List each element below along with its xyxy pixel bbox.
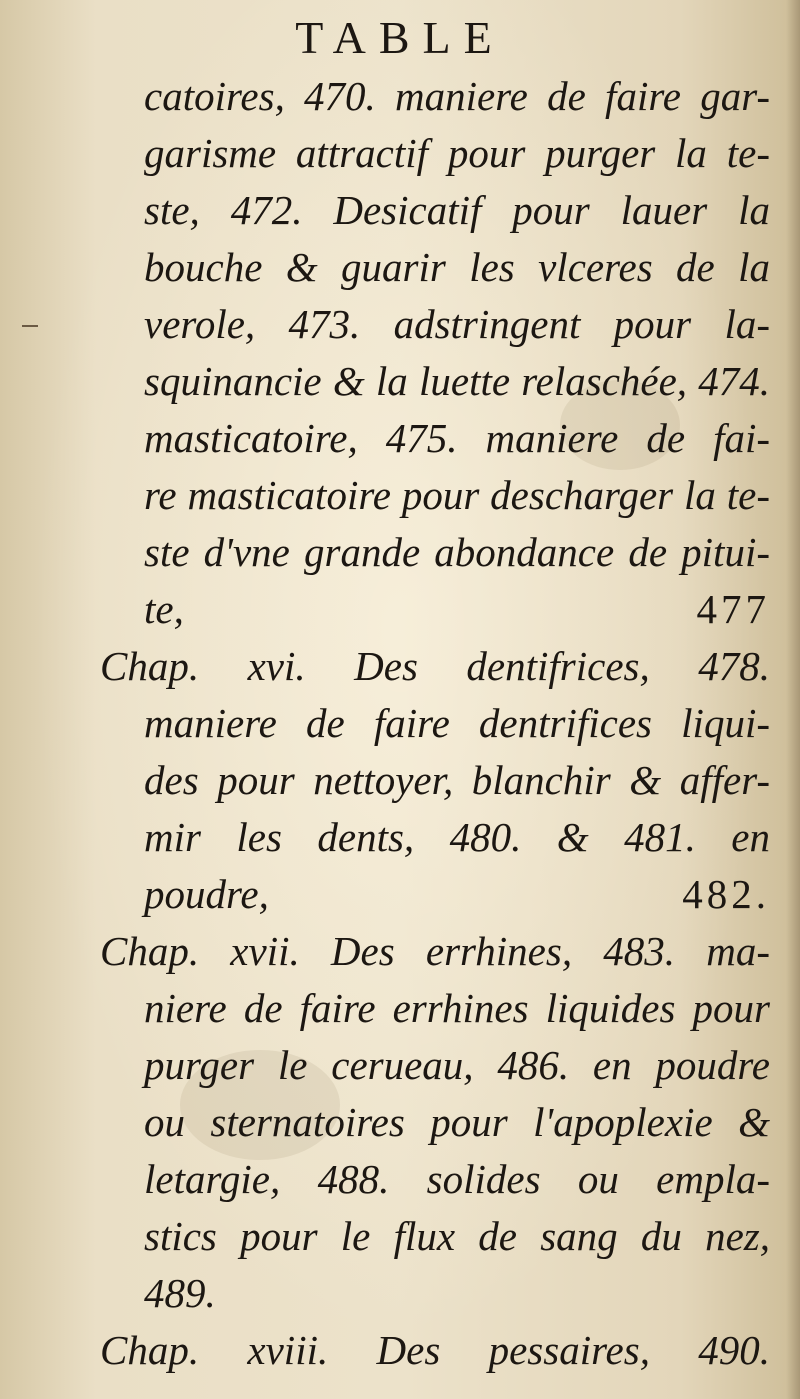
text-line: ou sternatoires pour l'apoplexie & [144, 1099, 770, 1145]
text-line: stics pour le flux de sang du nez, [144, 1213, 770, 1259]
text-line [100, 866, 770, 923]
text-line: letargie, 488. solides ou empla- [144, 1156, 770, 1202]
text-line: catoires, 470. maniere de faire gar- [144, 73, 770, 119]
text-line: masticatoire, 475. maniere de fai- [144, 415, 770, 461]
text-line: bouche & guarir les vlceres de la [144, 244, 770, 290]
text-line: ste d'vne grande abondance de pitui- [144, 529, 770, 575]
text-line: niere de faire errhines liquides pour [144, 985, 770, 1031]
page-edge-shadow [786, 0, 800, 1399]
page-header: TABLE [295, 12, 505, 63]
text-line: purger le cerueau, 486. en poudre [144, 1042, 770, 1088]
text-line: des pour nettoyer, blanchir & affer- [144, 757, 770, 803]
chapter-line: Chap. xvii. Des errhines, 483. ma- [100, 928, 770, 974]
text-line: garisme attractif pour purger la te- [144, 130, 770, 176]
entry-text: te, [144, 586, 184, 632]
page-number: 482. [682, 871, 770, 917]
table-of-contents-text [100, 68, 770, 1379]
chapter-line: Chap. xvi. Des dentifrices, 478. [100, 643, 770, 689]
text-line: 489. [144, 1270, 216, 1316]
text-line [100, 581, 770, 638]
entry-text: poudre, [144, 871, 269, 917]
text-line: squinancie & la luette relaschée, 474. [144, 358, 770, 404]
text-line: verole, 473. adstringent pour la- [144, 301, 770, 347]
chapter-line: Chap. xviii. Des pessaires, 490. [100, 1327, 770, 1373]
margin-mark [22, 325, 38, 327]
text-line: re masticatoire pour descharger la te- [144, 472, 770, 518]
text-line: mir les dents, 480. & 481. en [144, 814, 770, 860]
text-line: ste, 472. Desicatif pour lauer la [144, 187, 770, 233]
page-number: 477 [696, 586, 770, 632]
text-line: maniere de faire dentrifices liqui- [144, 700, 770, 746]
